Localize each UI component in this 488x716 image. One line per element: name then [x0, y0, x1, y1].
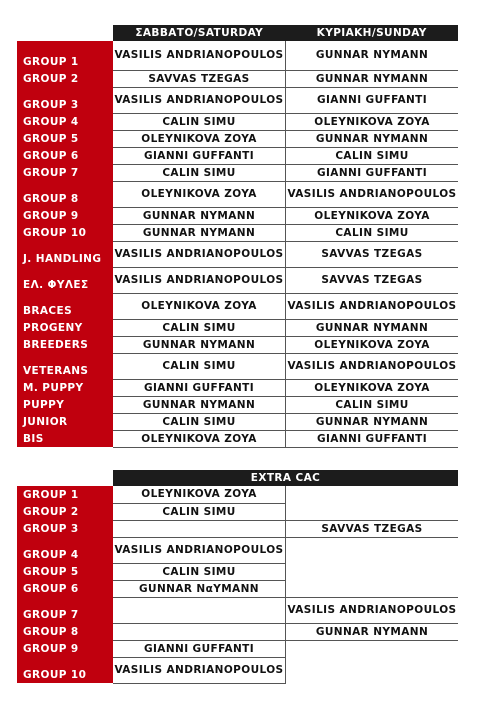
schedule-sunday-judge: OLEYNIKOVA ZOYA [286, 336, 459, 353]
schedule-saturday-judge: VASILIS ANDRIANOPOULOS [113, 241, 286, 267]
schedule-saturday-judge: VASILIS ANDRIANOPOULOS [113, 41, 286, 70]
schedule-row [17, 353, 458, 379]
schedule-saturday-judge: OLEYNIKOVA ZOYA [113, 293, 286, 319]
schedule-sunday-judge: GIANNI GUFFANTI [286, 87, 459, 113]
extra-cac-saturday-judge: VASILIS ANDRIANOPOULOS [113, 657, 286, 683]
schedule-saturday-judge: SAVVAS TZEGAS [113, 70, 286, 87]
extra-cac-saturday-judge [113, 520, 286, 537]
schedule-saturday-judge: OLEYNIKOVA ZOYA [113, 130, 286, 147]
extra-cac-row [17, 520, 458, 537]
extra-cac-group-label: GROUP 4 [17, 537, 113, 563]
schedule-saturday-judge: GUNNAR NYMANN [113, 207, 286, 224]
schedule-row [17, 413, 458, 430]
schedule-saturday-judge: CALIN SIMU [113, 113, 286, 130]
schedule-group-label: GROUP 1 [17, 41, 113, 70]
schedule-saturday-judge: GIANNI GUFFANTI [113, 379, 286, 396]
extra-cac-group-label: GROUP 2 [17, 503, 113, 520]
schedule-saturday-judge: OLEYNIKOVA ZOYA [113, 181, 286, 207]
extra-cac-group-label: GROUP 9 [17, 640, 113, 657]
schedule-row [17, 336, 458, 353]
schedule-row [17, 224, 458, 241]
schedule-group-label: BIS [17, 430, 113, 447]
extra-cac-sunday-judge [286, 580, 459, 597]
extra-cac-sunday-judge [286, 640, 459, 657]
extra-cac-saturday-judge [113, 623, 286, 640]
extra-cac-group-label: GROUP 8 [17, 623, 113, 640]
extra-cac-saturday-judge [113, 597, 286, 623]
schedule-saturday-judge: GIANNI GUFFANTI [113, 147, 286, 164]
extra-cac-body [17, 470, 458, 683]
extra-cac-group-label: GROUP 5 [17, 563, 113, 580]
extra-cac-group-label: GROUP 3 [17, 520, 113, 537]
schedule-sunday-judge: GUNNAR NYMANN [286, 319, 459, 336]
extra-cac-row [17, 503, 458, 520]
schedule-sunday-judge: SAVVAS TZEGAS [286, 241, 459, 267]
schedule-sunday-judge: VASILIS ANDRIANOPOULOS [286, 181, 459, 207]
schedule-group-label: GROUP 8 [17, 181, 113, 207]
schedule-saturday-judge: GUNNAR NYMANN [113, 396, 286, 413]
extra-cac-sunday-judge [286, 486, 459, 503]
schedule-group-label: BRACES [17, 293, 113, 319]
extra-cac-blank-cell [17, 470, 113, 486]
extra-cac-row [17, 537, 458, 563]
schedule-group-label: GROUP 7 [17, 164, 113, 181]
schedule-group-label: GROUP 4 [17, 113, 113, 130]
schedule-sunday-judge: GUNNAR NYMANN [286, 130, 459, 147]
schedule-group-label: JUNIOR [17, 413, 113, 430]
schedule-group-label: GROUP 5 [17, 130, 113, 147]
schedule-row [17, 147, 458, 164]
schedule-row [17, 41, 458, 70]
schedule-sunday-judge: CALIN SIMU [286, 396, 459, 413]
schedule-row [17, 241, 458, 267]
extra-cac-saturday-judge: VASILIS ANDRIANOPOULOS [113, 537, 286, 563]
schedule-saturday-judge: GUNNAR NYMANN [113, 224, 286, 241]
extra-cac-row [17, 623, 458, 640]
schedule-sunday-judge: VASILIS ANDRIANOPOULOS [286, 293, 459, 319]
schedule-sunday-judge: GUNNAR NYMANN [286, 70, 459, 87]
extra-cac-group-label: GROUP 7 [17, 597, 113, 623]
schedule-group-label: BREEDERS [17, 336, 113, 353]
extra-cac-sunday-judge [286, 537, 459, 563]
schedule-sunday-judge: GUNNAR NYMANN [286, 41, 459, 70]
schedule-group-label: M. PUPPY [17, 379, 113, 396]
extra-cac-sunday-judge: GUNNAR NYMANN [286, 623, 459, 640]
schedule-sunday-judge: SAVVAS TZEGAS [286, 267, 459, 293]
schedule-group-label: GROUP 3 [17, 87, 113, 113]
schedule-saturday-judge: CALIN SIMU [113, 413, 286, 430]
schedule-sunday-judge: OLEYNIKOVA ZOYA [286, 113, 459, 130]
schedule-group-label: VETERANS [17, 353, 113, 379]
schedule-saturday-judge: CALIN SIMU [113, 319, 286, 336]
extra-cac-group-label: GROUP 10 [17, 657, 113, 683]
extra-cac-saturday-judge: OLEYNIKOVA ZOYA [113, 486, 286, 503]
schedule-group-label: PROGENY [17, 319, 113, 336]
schedule-row [17, 396, 458, 413]
schedule-row [17, 319, 458, 336]
schedule-saturday-judge: VASILIS ANDRIANOPOULOS [113, 87, 286, 113]
schedule-row [17, 87, 458, 113]
table-header-row [17, 25, 458, 41]
schedule-row [17, 430, 458, 447]
schedule-sunday-judge: GIANNI GUFFANTI [286, 430, 459, 447]
judges-schedule-body [17, 25, 458, 447]
extra-cac-sunday-judge [286, 503, 459, 520]
extra-cac-table [17, 470, 458, 684]
schedule-row [17, 113, 458, 130]
extra-cac-saturday-judge: CALIN SIMU [113, 503, 286, 520]
extra-cac-row [17, 580, 458, 597]
extra-cac-saturday-judge: GIANNI GUFFANTI [113, 640, 286, 657]
extra-cac-sunday-judge: SAVVAS TZEGAS [286, 520, 459, 537]
schedule-row [17, 293, 458, 319]
schedule-row [17, 207, 458, 224]
schedule-row [17, 70, 458, 87]
schedule-sunday-judge: CALIN SIMU [286, 224, 459, 241]
schedule-group-label: GROUP 10 [17, 224, 113, 241]
extra-cac-header: EXTRA CAC [113, 470, 458, 486]
schedule-group-label: J. HANDLING [17, 241, 113, 267]
header-saturday: ΣΑΒΒΑΤΟ/SATURDAY [113, 25, 286, 41]
extra-cac-saturday-judge: GUNNAR NαYMANN [113, 580, 286, 597]
schedule-saturday-judge: VASILIS ANDRIANOPOULOS [113, 267, 286, 293]
header-sunday: ΚΥΡΙΑΚΗ/SUNDAY [286, 25, 459, 41]
extra-cac-sunday-judge [286, 563, 459, 580]
extra-cac-row [17, 640, 458, 657]
header-blank-cell [17, 25, 113, 41]
extra-cac-group-label: GROUP 1 [17, 486, 113, 503]
extra-cac-row [17, 486, 458, 503]
schedule-saturday-judge: GUNNAR NYMANN [113, 336, 286, 353]
extra-cac-row [17, 657, 458, 683]
extra-cac-sunday-judge [286, 657, 459, 683]
schedule-saturday-judge: CALIN SIMU [113, 164, 286, 181]
schedule-row [17, 164, 458, 181]
schedule-sunday-judge: GIANNI GUFFANTI [286, 164, 459, 181]
schedule-saturday-judge: CALIN SIMU [113, 353, 286, 379]
schedule-sunday-judge: CALIN SIMU [286, 147, 459, 164]
schedule-group-label: GROUP 2 [17, 70, 113, 87]
schedule-sunday-judge: OLEYNIKOVA ZOYA [286, 207, 459, 224]
extra-cac-group-label: GROUP 6 [17, 580, 113, 597]
schedule-sunday-judge: GUNNAR NYMANN [286, 413, 459, 430]
schedule-sunday-judge: VASILIS ANDRIANOPOULOS [286, 353, 459, 379]
judges-schedule-table [17, 25, 458, 448]
schedule-sunday-judge: OLEYNIKOVA ZOYA [286, 379, 459, 396]
schedule-group-label: ΕΛ. ΦΥΛΕΣ [17, 267, 113, 293]
schedule-group-label: GROUP 9 [17, 207, 113, 224]
extra-cac-row [17, 597, 458, 623]
schedule-row [17, 267, 458, 293]
schedule-row [17, 130, 458, 147]
extra-cac-row [17, 563, 458, 580]
schedule-row [17, 379, 458, 396]
extra-cac-saturday-judge: CALIN SIMU [113, 563, 286, 580]
schedule-row [17, 181, 458, 207]
extra-cac-header-row [17, 470, 458, 486]
extra-cac-sunday-judge: VASILIS ANDRIANOPOULOS [286, 597, 459, 623]
schedule-saturday-judge: OLEYNIKOVA ZOYA [113, 430, 286, 447]
schedule-group-label: GROUP 6 [17, 147, 113, 164]
schedule-group-label: PUPPY [17, 396, 113, 413]
